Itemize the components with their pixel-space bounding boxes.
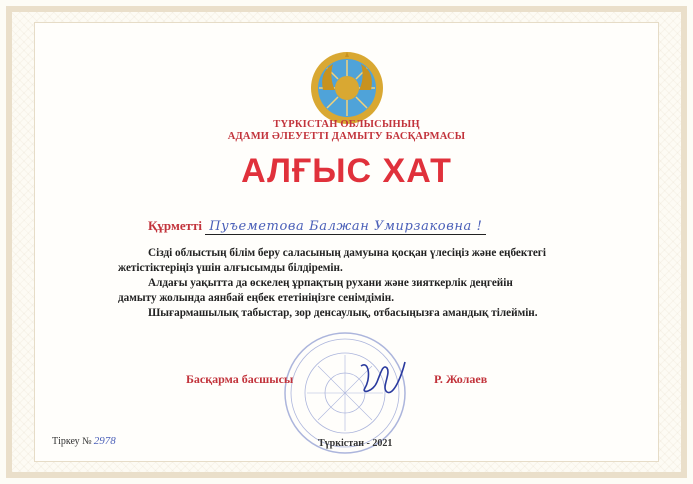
- body-paragraph: Сізді облыстың білім беру саласының дамуына қосқан үлесіңіз және еңбектегі жетістіктеріңіз үшін алғысымды білдіремін.: [118, 247, 546, 274]
- handwritten-signature-icon: [357, 358, 409, 398]
- organization-line-1: ТҮРКІСТАН ОБЛЫСЫНЫҢ: [273, 119, 420, 130]
- kazakhstan-state-emblem-icon: [309, 50, 385, 126]
- body-paragraph: Шығармашылық табыстар, зор денсаулық, отбасыңызға амандық тілеймін.: [148, 307, 538, 319]
- salutation-line: [148, 218, 486, 240]
- place-and-year: Түркістан - 2021: [318, 438, 393, 449]
- certificate-title: АЛҒЫС ХАТ: [241, 152, 452, 190]
- registration-label: Тіркеу №: [52, 436, 92, 447]
- recipient-name: Пуъеметова Балжан Умирзаковна !: [205, 219, 486, 235]
- signer-title: Басқарма басшысы: [186, 372, 294, 386]
- salutation-label: Құрметті: [148, 218, 202, 233]
- body-paragraph: Алдағы уақытта да өскелең ұрпақтың рухани және зияткерлік деңгейін дамыту жолында аянбай еңбек ететініңізге сенімдімін.: [118, 277, 513, 304]
- registration-number: [52, 435, 116, 447]
- certificate-body: [118, 246, 548, 321]
- registration-value: 2978: [93, 435, 116, 447]
- signer-name: Р. Жолаев: [434, 372, 488, 386]
- organization-line-2: АДАМИ ӘЛЕУЕТТІ ДАМЫТУ БАСҚАРМАСЫ: [227, 131, 466, 142]
